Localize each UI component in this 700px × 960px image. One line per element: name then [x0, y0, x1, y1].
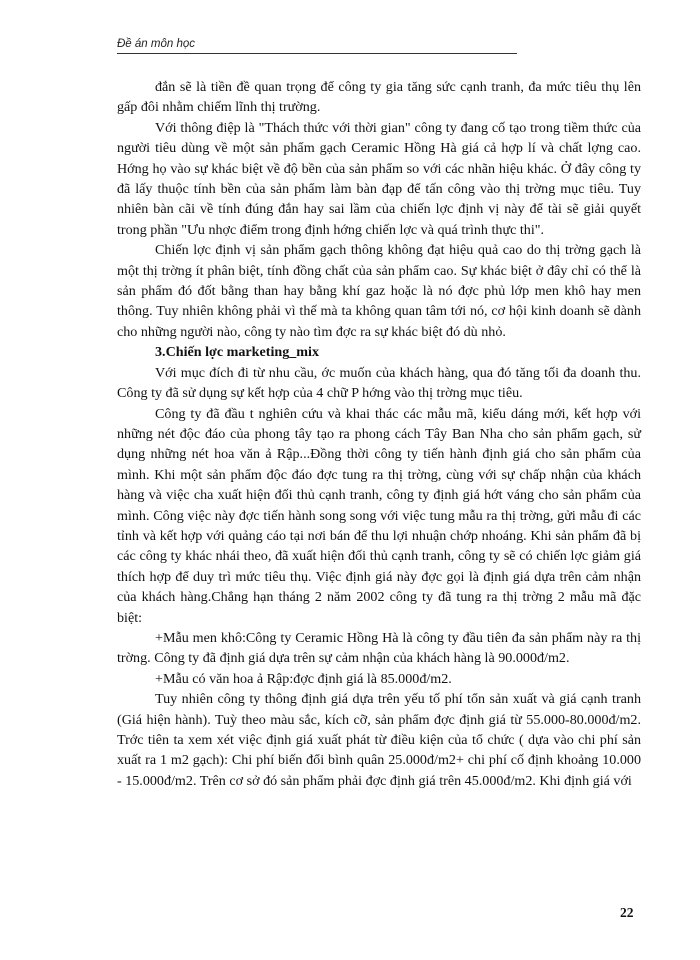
body-paragraph: Tuy nhiên công ty thông định giá dựa trên yếu tố phí tổn sản xuất và giá cạnh tranh (Giá hiện hành). Tuỳ theo màu sắc, kích cỡ, sản phẩm đợc định giá từ 55.000-80.000đ/m2. Trớc tiên ta xem xét việc định giá xuất phát từ điều kiện của tổ chức ( dựa vào chi phí sản xuất ra 1 m2 gạch): Chi phí biến đổi bình quân 25.000đ/m2+ chi phí cố định khoảng 10.000 - 15.000đ/m2. Trên cơ sở đó sản phẩm phải đợc định giá trên 45.000đ/m2. Khi định giá với [117, 691, 641, 789]
body-paragraph: Công ty đã đầu t nghiên cứu và khai thác các mẫu mã, kiểu dáng mới, kết hợp với những nét độc đáo của phong tây tạo ra phong cách Tây Ban Nha cho sản phẩm gạch, sử dụng những nét hoa văn ả Rập...Đồng thời công ty tiến hành định giá cho sản phẩm của mình. Khi một sản phẩm độc đáo đợc tung ra thị trờng, cùng với sự chấp nhận của khách hàng và việc cha xuất hiện đối thủ cạnh tranh, công ty định giá hớt váng cho sản phẩm của mình. Công việc này đợc tiến hành song song với việc tung mẫu ra thị trờng, gửi mẫu đi các tỉnh và kết hợp với quảng cáo tại nơi bán để thu lợi nhuận chớp nhoáng. Khi sản phẩm đã bị các công ty khác nhái theo, đã xuất hiện đối thủ cạnh tranh, công ty sẽ có chiến lợc giảm giá thích hợp để duy trì mức tiêu thụ. Việc định giá này đợc gọi là định giá dựa trên cảm nhận của khách hàng.Chẳng hạn tháng 2 năm 2002 công ty đã tung ra thị trờng 2 mẫu mã đặc biệt: [117, 405, 641, 626]
page-number: 22 [620, 905, 634, 920]
body-paragraph: đắn sẽ là tiền đề quan trọng để công ty gia tăng sức cạnh tranh, đa mức tiêu thụ lên gấp đôi nhằm chiếm lĩnh thị trường. [117, 79, 641, 116]
body-paragraph: Với thông điệp là "Thách thức với thời gian" công ty đang cố tạo trong tiềm thức của người tiêu dùng về một sản phẩm gạch Ceramic Hồng Hà giá cả hợp lí và chất lợng cao. Hớng họ vào sự khác biệt về độ bền của sản phẩm so với các nhãn hiệu khác. Ở đây công ty đã lấy thuộc tính bền của sản phẩm làm bàn đạp để tấn công vào thị trờng mục tiêu. Tuy nhiên bàn cãi về tính đúng đắn hay sai lầm của chiến lợc định vị này để tài sẽ giải quyết trong phần "Ưu nhợc điểm trong định hớng chiến lợc và quá trình thực thi". [117, 119, 641, 238]
body-paragraph: +Mẫu có văn hoa ả Rập:đợc định giá là 85.000đ/m2. [155, 670, 452, 687]
body-paragraph: Chiến lợc định vị sản phẩm gạch thông không đạt hiệu quả cao do thị trờng gạch là một thị trờng ít phân biệt, tính đồng chất của sản phẩm cao. Sự khác biệt ở đây chỉ có thể là sản phẩm đó đốt bằng than hay bằng khí gaz hoặc là nó đợc phủ lớp men khô hay men thông. Tuy nhiên không phải vì thế mà ta không quan tâm tới nó, cơ hội kinh doanh sẽ dành cho những người nào, công ty nào tìm đợc ra sự khác biệt đó dù nhỏ. [117, 242, 641, 340]
page-header-title: Đề án môn học [117, 38, 195, 50]
body-paragraph: +Mẫu men khô:Công ty Ceramic Hồng Hà là công ty đầu tiên đa sản phẩm này ra thị trờng. Công ty đã định giá dựa trên sự cảm nhận của khách hàng là 90.000đ/m2. [117, 629, 641, 667]
section-heading: 3.Chiến lợc marketing_mix [155, 344, 319, 361]
document-body [117, 77, 641, 791]
body-paragraph: Với mục đích đi từ nhu cầu, ớc muốn của khách hàng, qua đó tăng tối đa doanh thu. Công ty đã sử dụng sự kết hợp của 4 chữ P hớng vào thị trờng mục tiêu. [117, 364, 641, 402]
header-rule [117, 53, 517, 54]
